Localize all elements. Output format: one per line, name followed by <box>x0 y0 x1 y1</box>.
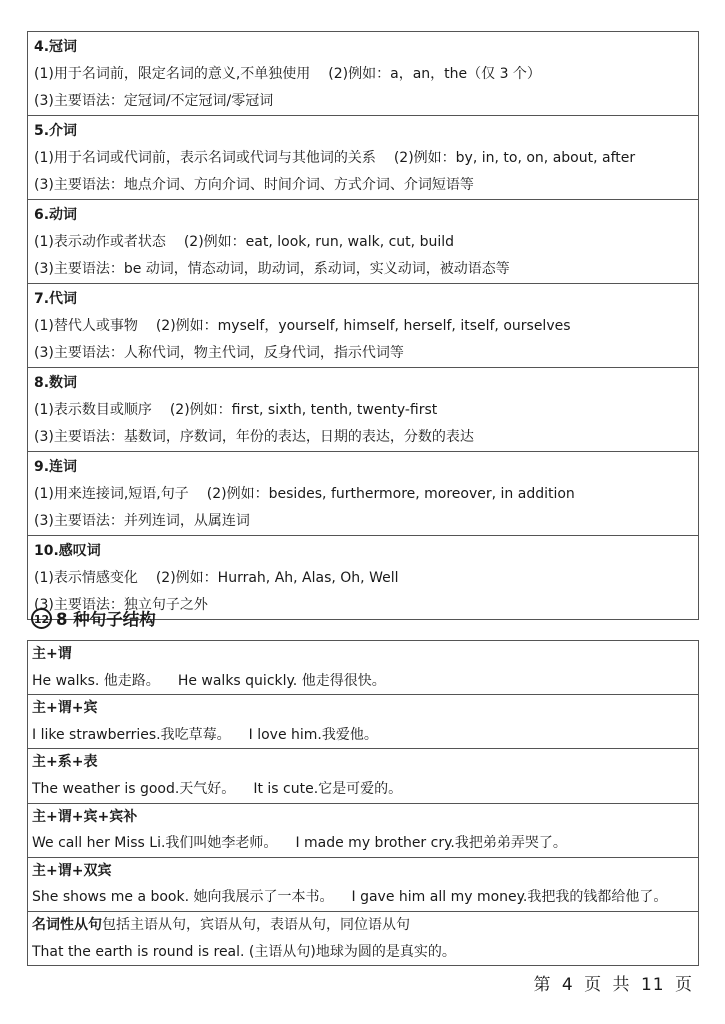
noun-clause-header <box>32 912 694 939</box>
structure-examples <box>32 776 694 803</box>
section-line <box>34 61 692 88</box>
structure-examples <box>32 830 694 857</box>
grammar-text: (3)主要语法：人称代词，物主代词，反身代词，指示代词等 <box>34 345 404 361</box>
structure-title: 主+谓+双宾 <box>32 862 112 879</box>
grammar-text: (3)主要语法：地点介词、方向介词、时间介词、方式介词、介词短语等 <box>34 177 474 193</box>
grammar-text: (3)主要语法：并列连词，从属连词 <box>34 513 250 529</box>
structure-title: 主+系+表 <box>32 754 98 771</box>
structure-examples <box>32 884 694 911</box>
structure-examples <box>32 722 694 749</box>
section-heading <box>31 606 156 634</box>
examples-text: (2)例如：myself，yourself, himself, herself, itself, ourselves <box>155 318 571 334</box>
structure-row <box>28 857 698 911</box>
structure-row-noun-clause <box>28 911 698 965</box>
section-line <box>34 313 692 340</box>
example-2: I gave him all my money.我把我的钱都给他了。 <box>351 889 668 906</box>
example-2: I love him.我爱他。 <box>248 726 378 743</box>
section-line <box>34 145 692 172</box>
examples-text: (2)例如：first, sixth, tenth, twenty-first <box>169 402 438 418</box>
example-2: He walks quickly. 他走得很快。 <box>177 672 386 689</box>
noun-clause-title: 名词性从句 <box>32 916 102 933</box>
page-number: 第 4 页 共 11 页 <box>533 975 693 995</box>
grammar-text: (3)主要语法：be 动词，情态动词，助动词，系动词，实义动词，被动语态等 <box>34 261 510 277</box>
section-title: 4.冠词 <box>34 39 78 55</box>
examples-text: (2)例如：by, in, to, on, about, after <box>393 150 636 166</box>
structure-row <box>28 641 698 694</box>
examples-text: (2)例如：a，an，the（仅 3 个） <box>328 66 541 82</box>
usage-text: (1)用于名词前，限定名词的意义,不单独使用 <box>34 66 311 82</box>
section-line <box>34 397 692 424</box>
example-1: He walks. 他走路。 <box>32 672 160 689</box>
section-article <box>28 32 698 115</box>
section-verb <box>28 199 698 283</box>
section-preposition <box>28 115 698 199</box>
grammar-text: (3)主要语法：独立句子之外 <box>34 597 208 613</box>
examples-text: (2)例如：besides, furthermore, moreover, in addition <box>206 486 575 502</box>
grammar-text: (3)主要语法：基数词，序数词，年份的表达，日期的表达，分数的表达 <box>34 429 474 445</box>
section-heading-title: 8 种句子结构 <box>56 610 156 629</box>
example-1: The weather is good.天气好。 <box>32 780 236 797</box>
parts-of-speech-table <box>27 31 699 620</box>
section-line <box>34 481 692 508</box>
section-title: 7.代词 <box>34 291 78 307</box>
examples-text: (2)例如：Hurrah, Ah, Alas, Oh, Well <box>155 570 399 586</box>
structure-row <box>28 694 698 748</box>
structure-title: 主+谓+宾+宾补 <box>32 808 138 825</box>
usage-text: (1)用来连接词,短语,句子 <box>34 486 189 502</box>
example-1: She shows me a book. 她向我展示了一本书。 <box>32 889 334 906</box>
section-title: 8.数词 <box>34 375 78 391</box>
grammar-text: (3)主要语法：定冠词/不定冠词/零冠词 <box>34 93 274 109</box>
example-1: I like strawberries.我吃草莓。 <box>32 726 231 743</box>
noun-clause-example: That the earth is round is real. (主语从句)地球为圆的是真实的。 <box>32 943 456 960</box>
structure-row <box>28 748 698 802</box>
example-1: We call her Miss Li.我们叫她李老师。 <box>32 835 278 852</box>
section-title: 5.介词 <box>34 123 78 139</box>
usage-text: (1)用于名词或代词前，表示名词或代词与其他词的关系 <box>34 150 376 166</box>
section-line <box>34 229 692 256</box>
structure-title: 主+谓 <box>32 646 72 662</box>
examples-text: (2)例如：eat, look, run, walk, cut, build <box>183 234 454 250</box>
section-conjunction <box>28 451 698 535</box>
circled-number: 12 <box>31 608 52 629</box>
usage-text: (1)表示动作或者状态 <box>34 234 166 250</box>
structure-row <box>28 803 698 857</box>
section-title: 10.感叹词 <box>34 543 101 559</box>
noun-clause-desc: 包括主语从句，宾语从句，表语从句，同位语从句 <box>102 916 410 933</box>
structure-examples <box>32 668 694 695</box>
section-pronoun <box>28 283 698 367</box>
section-title: 9.连词 <box>34 459 78 475</box>
sentence-structure-table <box>27 640 699 966</box>
usage-text: (1)表示数目或顺序 <box>34 402 152 418</box>
example-2: I made my brother cry.我把弟弟弄哭了。 <box>295 835 567 852</box>
section-line <box>34 565 692 592</box>
usage-text: (1)表示情感变化 <box>34 570 138 586</box>
section-numeral <box>28 367 698 451</box>
example-2: It is cute.它是可爱的。 <box>253 780 403 797</box>
structure-title: 主+谓+宾 <box>32 700 98 717</box>
usage-text: (1)替代人或事物 <box>34 318 138 334</box>
section-title: 6.动词 <box>34 207 78 223</box>
